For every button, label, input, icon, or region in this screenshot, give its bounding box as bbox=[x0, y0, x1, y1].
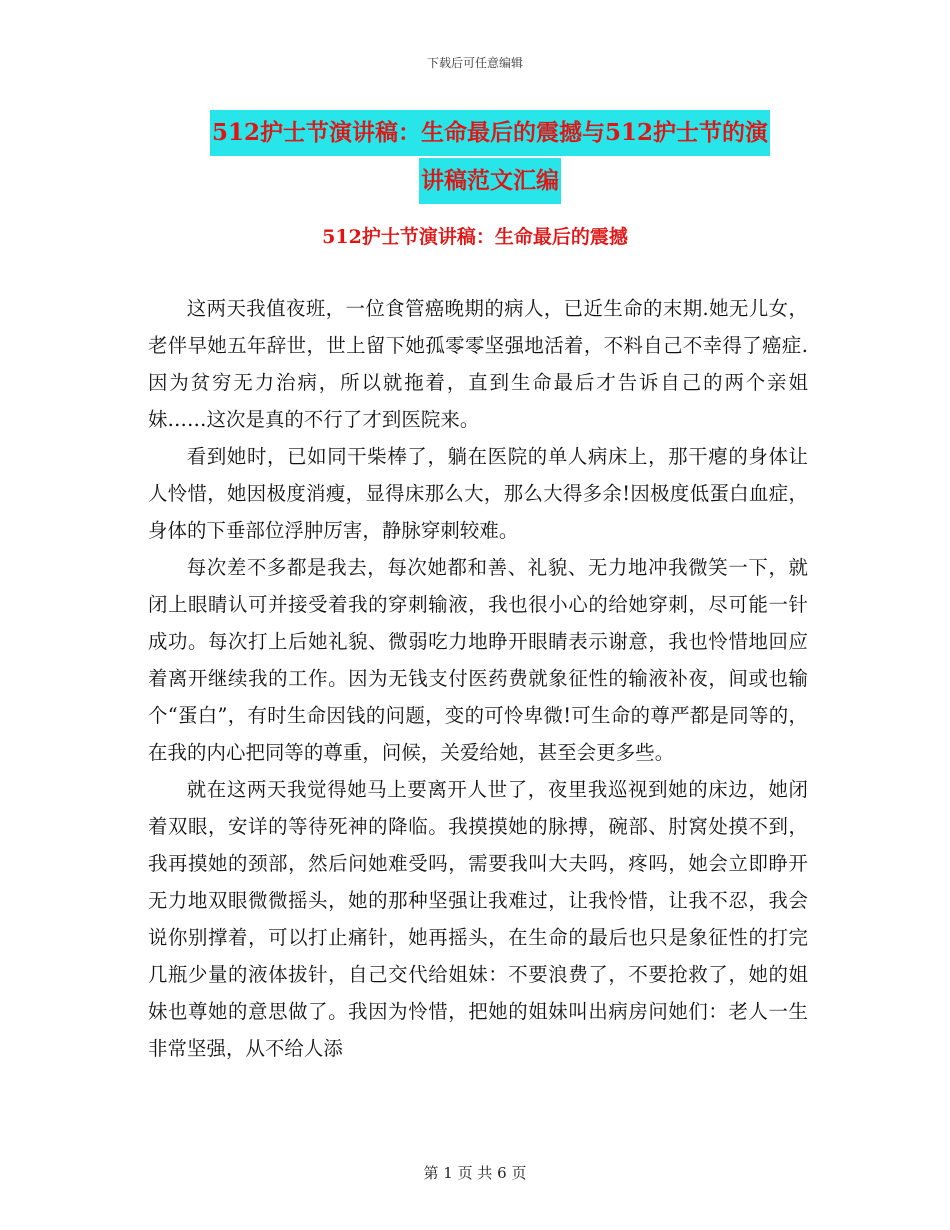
paragraph: 就在这两天我觉得她马上要离开人世了，夜里我巡视到她的床边，她闭着双眼，安详的等待死神的降临。我摸摸她的脉搏，碗部、肘窝处摸不到，我再摸她的颈部，然后问她难受吗，需要我叫大夫吗，疼吗，她会立即睁开无力地双眼微微摇头，她的那种坚强让我难过，让我怜惜，让我不忍，我会说你别撑着，可以打止痛针，她再摇头，在生命的最后也只是象征性的打完几瓶少量的液体拔针，自己交代给姐妹：不要浪费了，不要抢救了，她的姐妹也尊她的意思做了。我因为怜惜，把她的姐妹叫出病房问她们：老人一生非常坚强，从不给人添 bbox=[148, 778, 808, 1060]
document-title bbox=[150, 110, 830, 206]
paragraph: 看到她时，已如同干柴棒了，躺在医院的单人病床上，那干瘪的身体让人怜惜，她因极度消瘦，显得床那么大，那么大得多余!因极度低蛋白血症，身体的下垂部位浮肿厉害，静脉穿刺较难。 bbox=[148, 445, 808, 542]
page-footer: 第 1 页 共 6 页 bbox=[423, 1164, 527, 1182]
section-heading: 512护士节演讲稿：生命最后的震撼 bbox=[322, 226, 628, 248]
page-header: 下载后可任意编辑 bbox=[426, 56, 523, 70]
paragraph: 这两天我值夜班，一位食管癌晚期的病人，已近生命的末期.她无儿女，老伴早她五年辞世，世上留下她孤零零坚强地活着，不料自己不幸得了癌症.因为贫穷无力治病，所以就拖着，直到生命最后才告诉自己的两个亲姐妹……这次是真的不行了才到医院来。 bbox=[148, 297, 808, 431]
title-line-1: 512护士节演讲稿：生命最后的震撼与512护士节的演 bbox=[210, 110, 770, 156]
body-text bbox=[148, 290, 808, 1067]
paragraph: 每次差不多都是我去，每次她都和善、礼貌、无力地冲我微笑一下，就闭上眼睛认可并接受着我的穿刺输液，我也很小心的给她穿刺，尽可能一针成功。每次打上后她礼貌、微弱吃力地睁开眼睛表示谢意，我也怜惜地回应着离开继续我的工作。因为无钱支付医药费就象征性的输液补夜，间或也输个“蛋白”，有时生命因钱的问题，变的可怜卑微!可生命的尊严都是同等的，在我的内心把同等的尊重，问候，关爱给她，甚至会更多些。 bbox=[148, 556, 808, 764]
title-line-2: 讲稿范文汇编 bbox=[419, 158, 561, 204]
